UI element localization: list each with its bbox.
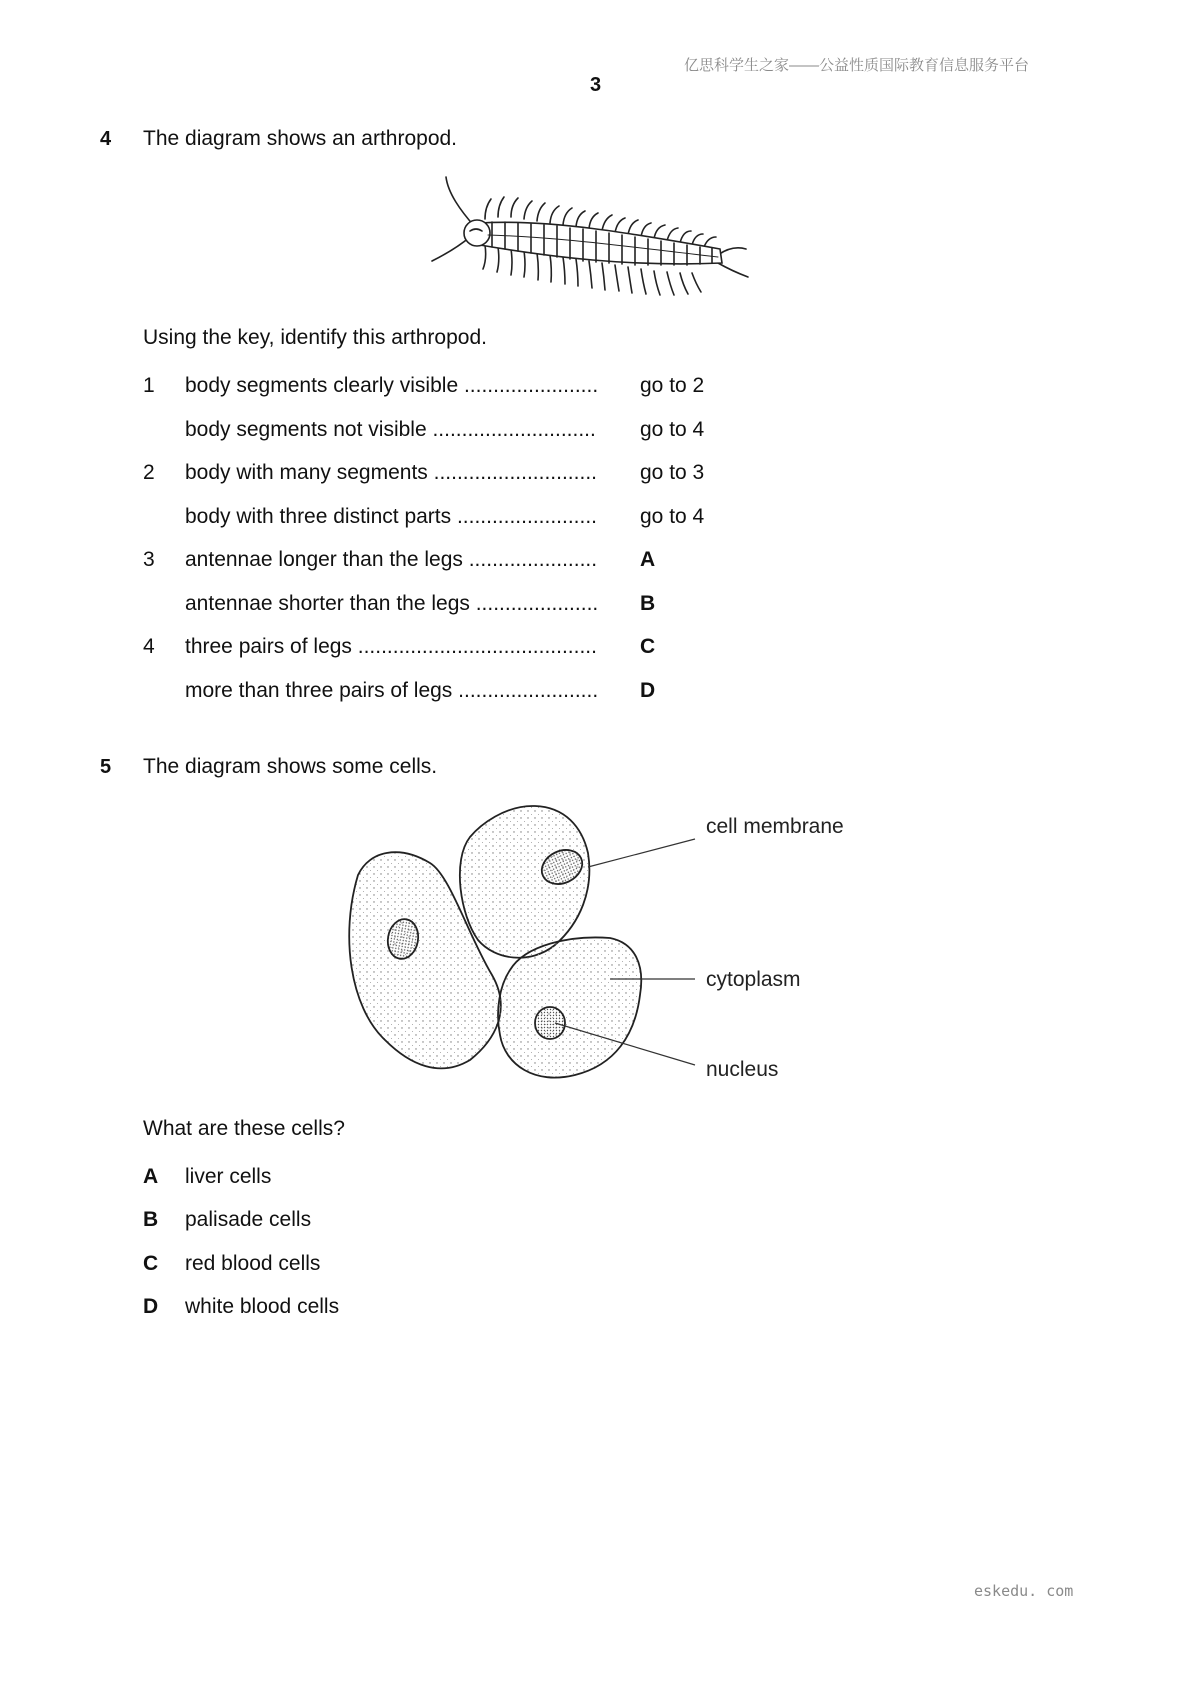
nucleus-bottom xyxy=(535,1007,565,1039)
cell-membrane-pointer xyxy=(588,839,695,867)
key-row-3-result: go to 3 xyxy=(640,461,705,484)
key-row-6-result: B xyxy=(640,592,656,615)
question-4-stem: The diagram shows an arthropod. xyxy=(143,127,458,150)
question-4-instruction: Using the key, identify this arthropod. xyxy=(143,326,487,349)
centipede-diagram xyxy=(430,175,770,305)
cell-bottom xyxy=(498,937,641,1077)
key-row-4-description: body with three distinct parts ........................ xyxy=(185,505,597,528)
option-c-text: red blood cells xyxy=(185,1252,321,1275)
option-d-letter: D xyxy=(143,1295,159,1318)
page-number: 3 xyxy=(590,74,602,96)
label-cytoplasm: cytoplasm xyxy=(706,968,801,991)
question-4-number: 4 xyxy=(100,128,112,150)
header-watermark: 亿思科学生之家——公益性质国际教育信息服务平台 xyxy=(684,57,1030,74)
cells-diagram xyxy=(330,795,710,1100)
option-c-letter: C xyxy=(143,1252,159,1275)
key-row-7-number: 4 xyxy=(143,635,155,658)
question-5-number: 5 xyxy=(100,756,112,778)
label-cell-membrane: cell membrane xyxy=(706,815,844,838)
footer-watermark: eskedu. com xyxy=(974,1582,1074,1600)
key-row-4-result: go to 4 xyxy=(640,505,705,528)
question-5-stem: The diagram shows some cells. xyxy=(143,755,438,778)
question-5-question: What are these cells? xyxy=(143,1117,345,1140)
key-row-1-description: body segments clearly visible ....................... xyxy=(185,374,599,397)
key-row-8-result: D xyxy=(640,679,656,702)
key-row-3-description: body with many segments ............................ xyxy=(185,461,597,484)
key-row-2-result: go to 4 xyxy=(640,418,705,441)
key-row-6-description: antennae shorter than the legs ..................... xyxy=(185,592,599,615)
key-row-5-number: 3 xyxy=(143,548,155,571)
key-row-5-result: A xyxy=(640,548,656,571)
option-a-letter: A xyxy=(143,1165,159,1188)
key-row-5-description: antennae longer than the legs ...................... xyxy=(185,548,598,571)
option-b-text: palisade cells xyxy=(185,1208,312,1231)
key-row-1-number: 1 xyxy=(143,374,155,397)
option-a-text: liver cells xyxy=(185,1165,272,1188)
option-b-letter: B xyxy=(143,1208,159,1231)
key-row-3-number: 2 xyxy=(143,461,155,484)
key-row-8-description: more than three pairs of legs ........................ xyxy=(185,679,599,702)
label-nucleus: nucleus xyxy=(706,1058,779,1081)
key-row-2-description: body segments not visible ............................ xyxy=(185,418,596,441)
key-row-7-result: C xyxy=(640,635,656,658)
key-row-7-description: three pairs of legs ......................................... xyxy=(185,635,597,658)
key-row-1-result: go to 2 xyxy=(640,374,705,397)
option-d-text: white blood cells xyxy=(185,1295,340,1318)
